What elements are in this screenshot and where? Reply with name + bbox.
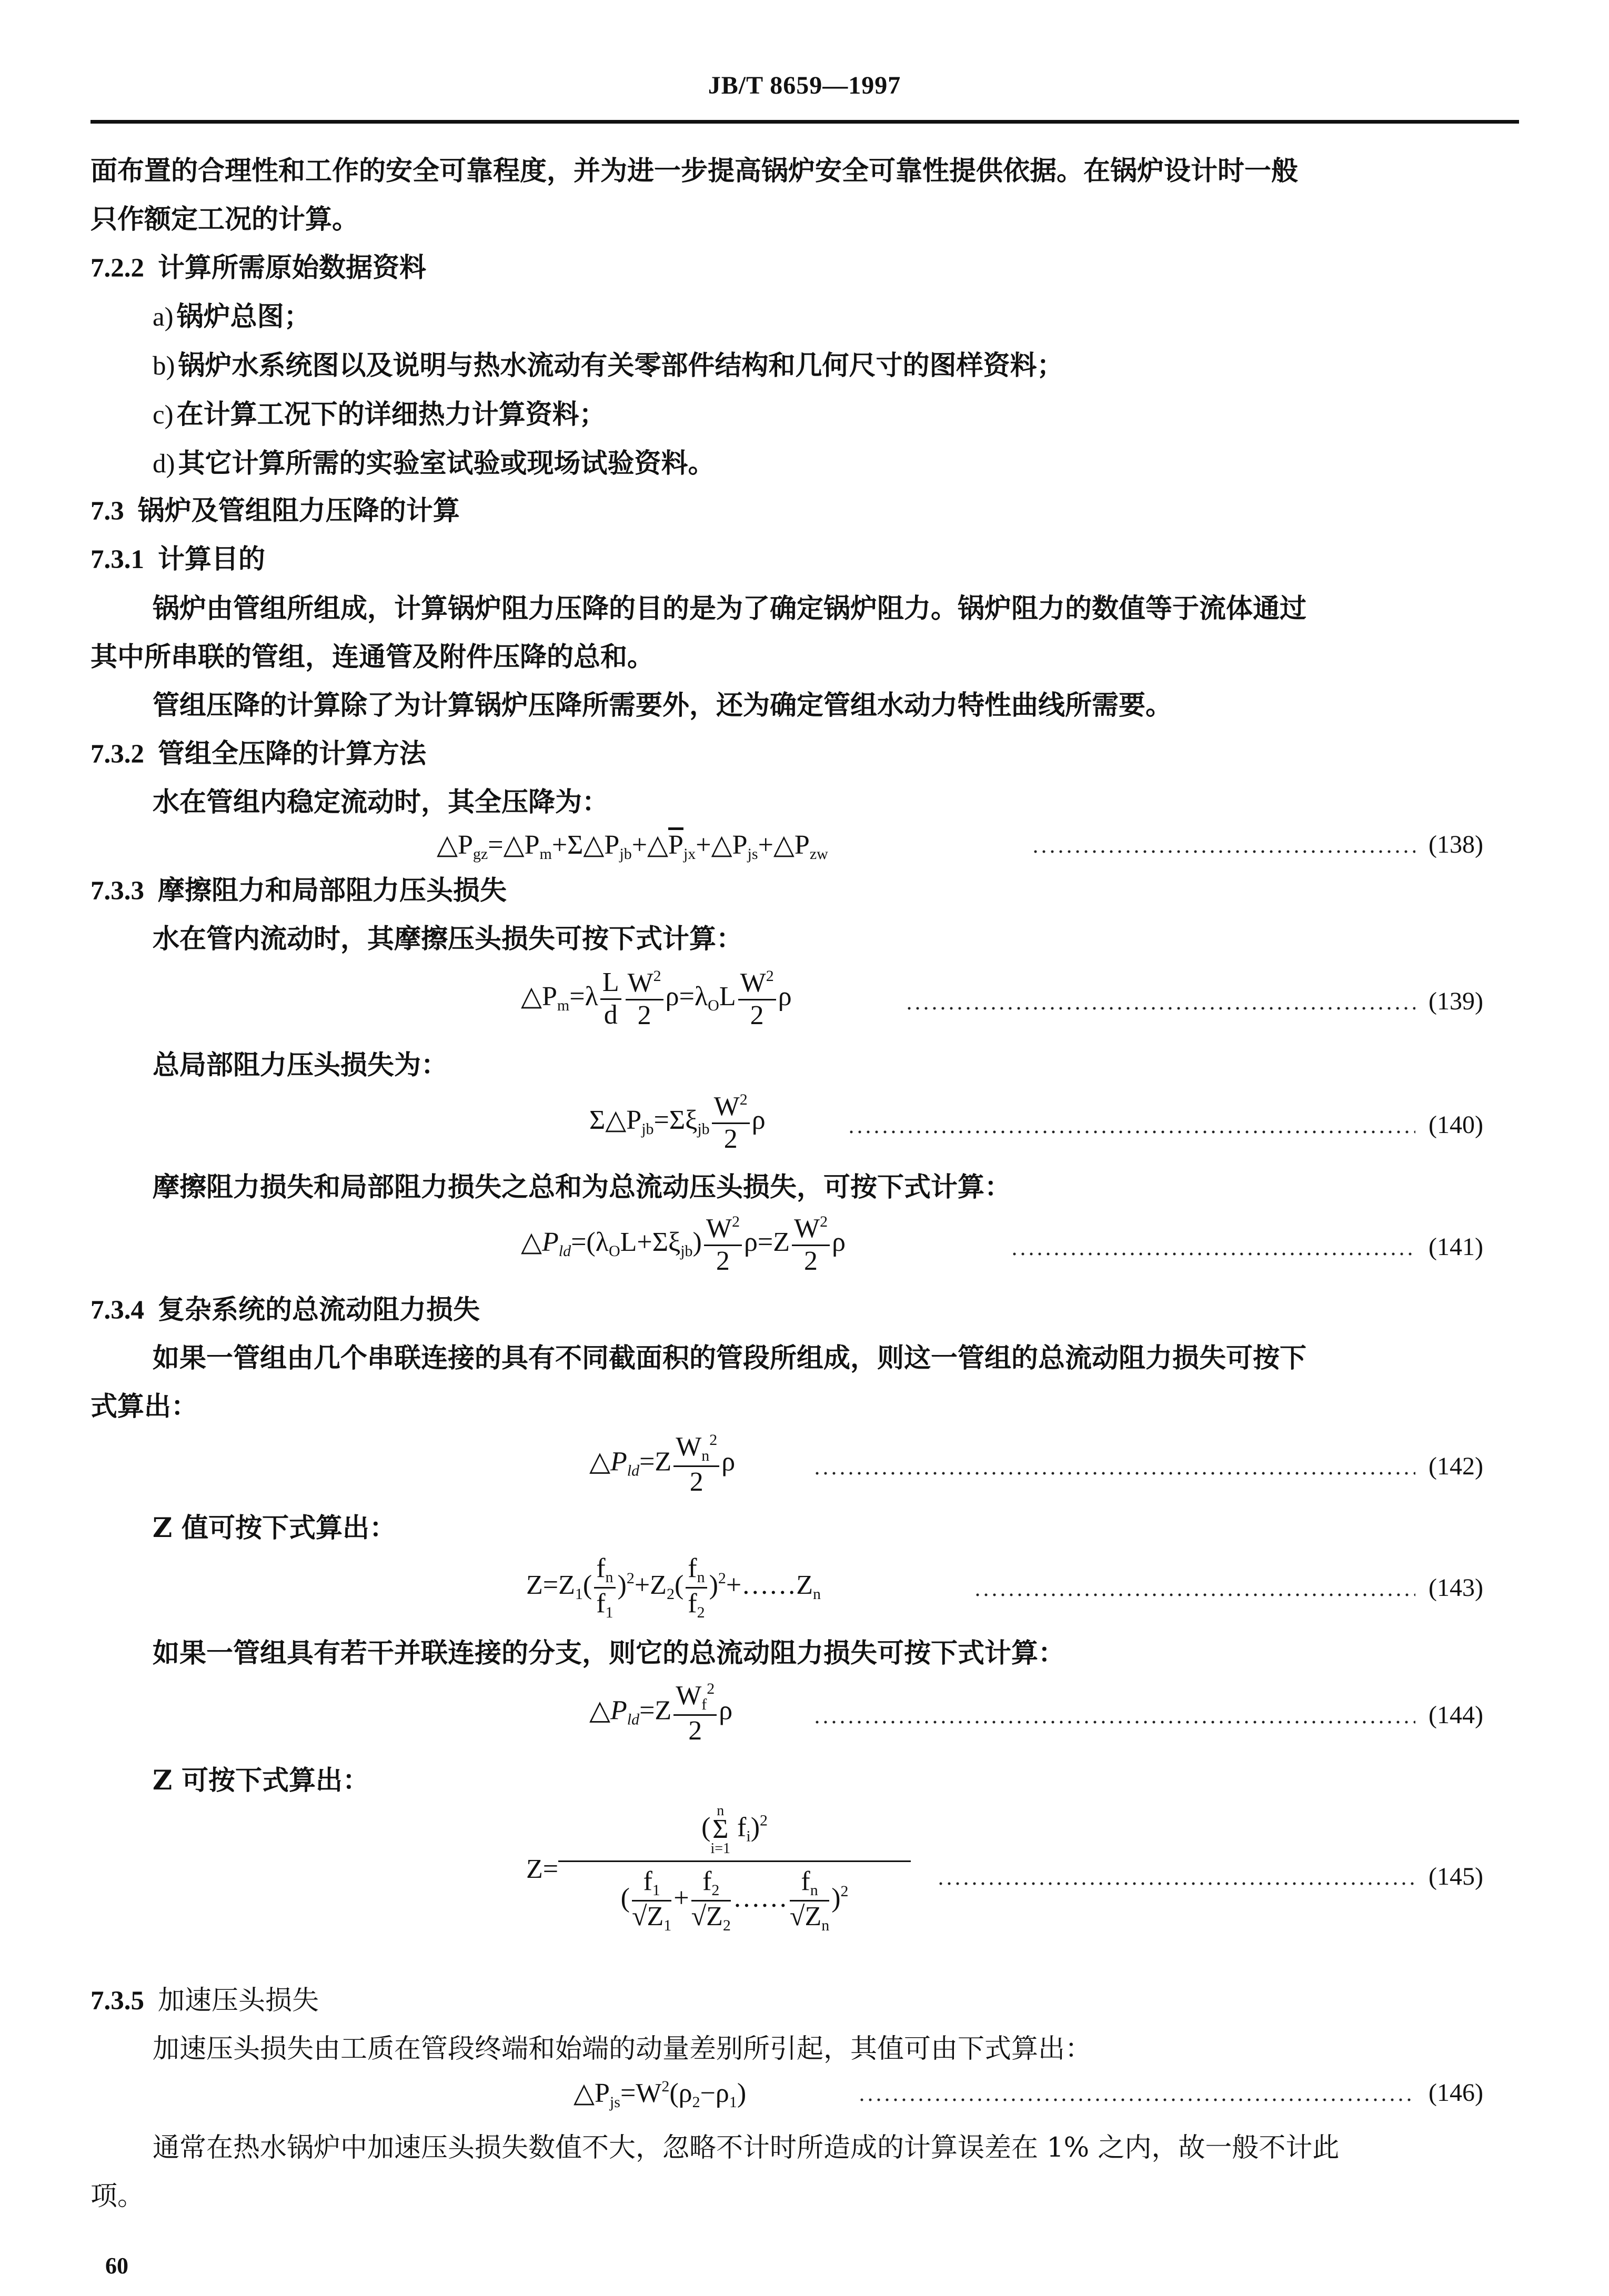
paragraph-line: 摩擦阻力损失和局部阻力损失之总和为总流动压头损失，可按下式计算：: [153, 1171, 1012, 1203]
paragraph-line: 其中所串联的管组，连通管及附件压降的总和。: [90, 641, 655, 673]
equation-144: [0, 1681, 1609, 1754]
equation-body: $\Sigma\triangle P_{jb}=\Sigma\xi_{jb}$ $\frac{W^2}{2}$ ρ: [589, 1091, 766, 1154]
section-number: 7.2.2: [90, 254, 144, 283]
list-item: [153, 401, 606, 429]
paragraph-line: 加速压头损失由工质在管段终端和始端的动量差别所引起，其值可由下式算出：: [153, 2034, 1092, 2065]
equation-body: $\triangle P_{gz}=\triangle P_m+\Sigma\triangle P_{jb}+\triangle\overline{P}_{jx}+\triangle P_{js}+\triangle P_{zw}$: [437, 830, 828, 863]
paragraph-line: Z 可按下式算出：: [153, 1765, 369, 1796]
page-header-code: JB/T 8659—1997: [708, 72, 901, 99]
list-item-label: a): [153, 302, 174, 332]
paragraph-line: 通常在热水锅炉中加速压头损失数值不大，忽略不计时所造成的计算误差在 1% 之内，故一般不计此: [153, 2132, 1340, 2163]
leader-dots: [937, 1882, 1415, 1885]
equation-number: (139): [1429, 987, 1483, 1015]
leader-dots: [813, 1721, 1415, 1724]
list-item-label: c): [153, 400, 174, 430]
leader-dots: [847, 1130, 1415, 1134]
equation-number: (142): [1429, 1452, 1483, 1480]
section-title: 复杂系统的总流动阻力损失: [158, 1294, 480, 1326]
list-item: [153, 450, 715, 478]
leader-dots: [1010, 1252, 1415, 1256]
equation-143: [0, 1554, 1609, 1628]
paragraph-line: 总局部阻力压头损失为：: [153, 1049, 448, 1081]
section-title: 加速压头损失: [158, 1985, 319, 2016]
section-heading-7-2-2: [90, 252, 427, 284]
section-number: 7.3.5: [90, 1986, 144, 2016]
paragraph-line: 式算出：: [90, 1391, 198, 1422]
list-item-text: 锅炉水系统图以及说明与热水流动有关零部件结构和几何尺寸的图样资料；: [178, 350, 1064, 381]
equation-number: (138): [1429, 831, 1483, 858]
section-heading-7-3-5: [90, 1987, 319, 2015]
paragraph-line: 项。: [90, 2181, 145, 2212]
section-title: 管组全压降的计算方法: [158, 738, 427, 770]
equation-body: $\triangle P_{ld}=Z$ $\frac{W_n^2}{2}$ ρ: [589, 1431, 736, 1497]
paragraph-line: 水在管组内稳定流动时，其全压降为：: [153, 786, 609, 818]
paragraph-line: 面布置的合理性和工作的安全可靠程度，并为进一步提高锅炉安全可靠性提供依据。在锅炉设计时一般: [90, 155, 1299, 187]
equation-number: (145): [1429, 1863, 1483, 1890]
equation-body: $\triangle P_{js}=W^2(\rho_2-\rho_1)$: [574, 2078, 747, 2111]
section-number: 7.3.2: [90, 740, 144, 769]
leader-dots: [858, 2098, 1415, 2101]
paragraph-line: 水在管内流动时，其摩擦压头损失可按下式计算：: [153, 923, 743, 955]
list-item: [153, 352, 1064, 380]
section-title: 计算所需原始数据资料: [158, 252, 427, 284]
leader-dots: [905, 1007, 1415, 1010]
section-heading-7-3-2: [90, 738, 427, 770]
list-item-text: 锅炉总图；: [176, 301, 311, 332]
section-heading-7-3-4: [90, 1294, 480, 1326]
equation-138: [0, 826, 1609, 868]
equation-145: [0, 1804, 1609, 1973]
section-title: 摩擦阻力和局部阻力压头损失: [158, 875, 507, 906]
paragraph-line: 锅炉由管组所组成，计算锅炉阻力压降的目的是为了确定锅炉阻力。锅炉阻力的数值等于流体通过: [153, 593, 1307, 624]
section-heading-7-3-1: [90, 543, 266, 575]
section-title: 锅炉及管组阻力压降的计算: [137, 495, 460, 527]
equation-body: $\triangle P_m=\lambda$ $\frac{L}{d}$ $\frac{W^2}{2}$ $\rho=\lambda_OL$ $\frac{W^2}{2}$ ρ: [521, 967, 792, 1030]
equation-139: [0, 968, 1609, 1041]
section-heading-7-3: [90, 495, 460, 527]
section-title: 计算目的: [158, 543, 266, 575]
paragraph-line: 只作额定工况的计算。: [90, 204, 359, 235]
section-number: 7.3.3: [90, 876, 144, 906]
leader-dots: [973, 1593, 1415, 1596]
list-item-label: b): [153, 351, 175, 381]
list-item-text: 在计算工况下的详细热力计算资料；: [176, 399, 606, 430]
equation-146: [0, 2075, 1609, 2117]
list-item-text: 其它计算所需的实验室试验或现场试验资料。: [178, 448, 715, 479]
list-item-label: d): [153, 449, 175, 479]
paragraph-line: 如果一管组具有若干并联连接的分支，则它的总流动阻力损失可按下式计算：: [153, 1637, 1065, 1669]
paragraph-line: 如果一管组由几个串联连接的具有不同截面积的管段所组成，则这一管组的总流动阻力损失可按下: [153, 1342, 1307, 1374]
section-number: 7.3.1: [90, 545, 144, 574]
equation-140: [0, 1091, 1609, 1165]
equation-number: (143): [1429, 1574, 1483, 1602]
equation-141: [0, 1213, 1609, 1287]
section-number: 7.3: [90, 497, 124, 526]
header-rule: [90, 120, 1519, 124]
page-number: 60: [105, 2253, 128, 2279]
section-heading-7-3-3: [90, 877, 507, 905]
section-number: 7.3.4: [90, 1296, 144, 1325]
leader-dots: [1031, 850, 1415, 853]
leader-dots: [813, 1472, 1415, 1475]
paragraph-line: Z 值可按下式算出：: [153, 1512, 396, 1544]
equation-number: (144): [1429, 1701, 1483, 1729]
equation-body: Z= ( n Σ i=1 $f_i)^2$ ( $\frac{f_1}{√Z_1}$ + $\frac{f_2}{√Z_2}$ …… $\frac{f_n}{√Z_n}$ )$^2$: [526, 1804, 913, 1934]
equation-number: (140): [1429, 1111, 1483, 1139]
list-item: [153, 301, 311, 332]
equation-body: $Z=Z_1$( $\frac{f_n}{f_1}$ )$^2+Z_2$( $\frac{f_n}{f_2}$ )$^2+\dots\dots Z_n$: [526, 1553, 821, 1621]
paragraph-line: 管组压降的计算除了为计算锅炉压降所需要外，还为确定管组水动力特性曲线所需要。: [153, 690, 1173, 721]
equation-142: [0, 1432, 1609, 1505]
equation-body: $\triangle P_{ld}=Z$ $\frac{W_f^2}{2}$ ρ: [589, 1680, 733, 1746]
equation-number: (141): [1429, 1233, 1483, 1261]
equation-body: $\triangle P_{ld}=(\lambda_OL+\Sigma\xi_{jb})$ $\frac{W^2}{2}$ ρ=Z $\frac{W^2}{2}$ ρ: [521, 1213, 846, 1276]
equation-number: (146): [1429, 2079, 1483, 2107]
